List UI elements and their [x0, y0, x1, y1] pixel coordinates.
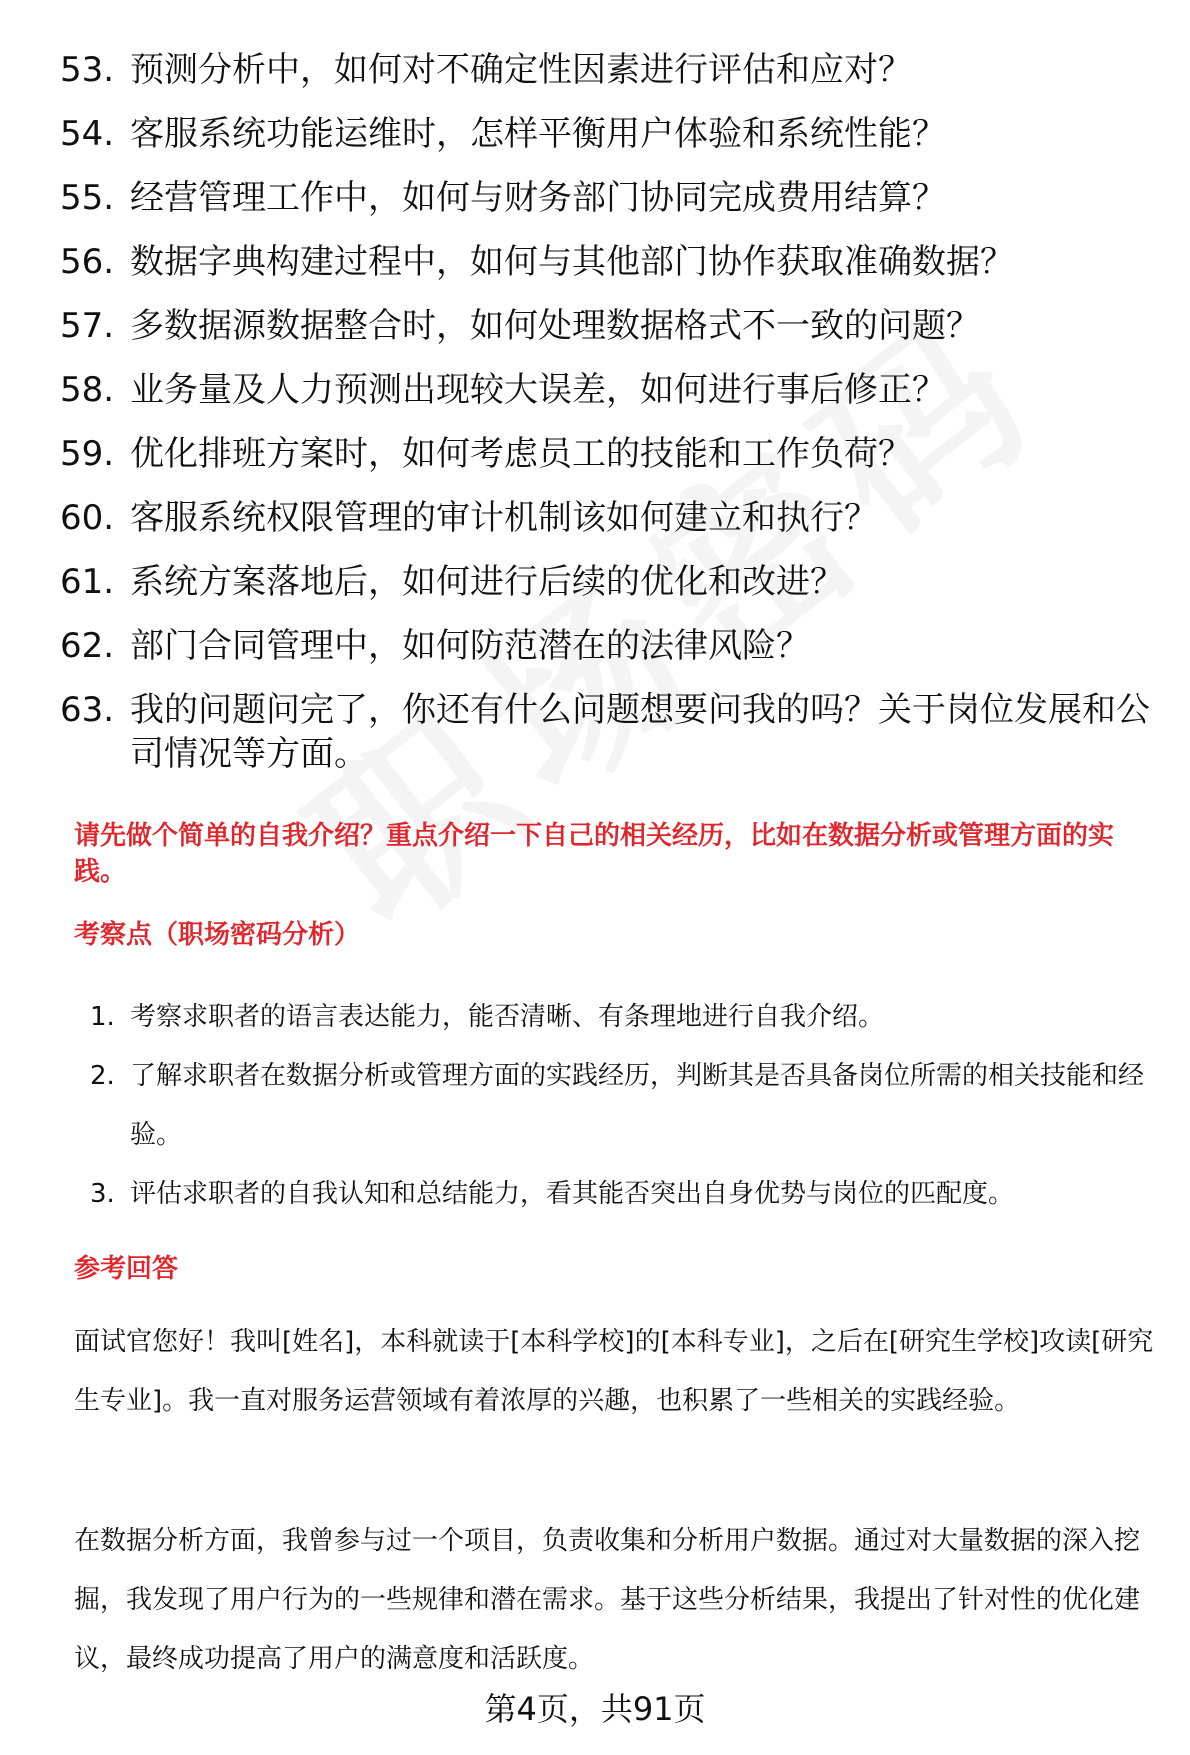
question-number: 60. — [60, 498, 115, 538]
list-item — [60, 688, 1160, 776]
question-text: 优化排班方案时，如何考虑员工的技能和工作负荷？ — [130, 434, 912, 474]
list-item — [60, 560, 1160, 604]
question-number: 54. — [60, 114, 115, 154]
list-item — [60, 624, 1160, 668]
list-item — [90, 1165, 1160, 1224]
point-number: 1. — [90, 1002, 115, 1032]
answer-paragraph-2: 在数据分析方面，我曾参与过一个项目，负责收集和分析用户数据。通过对大量数据的深入挖掘，我发现了用户行为的一些规律和潜在需求。基于这些分析结果，我提出了针对性的优化建议，最终成功提高了用户的满意度和活跃度。 — [74, 1526, 1141, 1674]
answer-heading: 参考回答 — [74, 1254, 179, 1284]
question-number: 55. — [60, 178, 115, 218]
point-number: 2. — [90, 1061, 115, 1091]
list-item — [60, 48, 1160, 92]
list-item — [60, 304, 1160, 348]
point-text: 评估求职者的自我认知和总结能力，看其能否突出自身优势与岗位的匹配度。 — [130, 1179, 1015, 1209]
question-number: 58. — [60, 370, 115, 410]
answer-paragraph-1: 面试官您好！我叫[姓名]，本科就读于[本科学校]的[本科专业]，之后在[研究生学校]攻读[研究生专业]。我一直对服务运营领域有着浓厚的兴趣，也积累了一些相关的实践经验。 — [74, 1327, 1154, 1416]
question-text: 业务量及人力预测出现较大误差，如何进行事后修正？ — [130, 370, 946, 410]
point-text: 考察求职者的语言表达能力，能否清晰、有条理地进行自我介绍。 — [130, 1002, 885, 1032]
question-number: 61. — [60, 562, 115, 602]
list-item — [60, 112, 1160, 156]
list-item — [60, 240, 1160, 284]
list-item — [60, 432, 1160, 476]
question-text: 多数据源数据整合时，如何处理数据格式不一致的问题？ — [130, 306, 980, 346]
list-item — [60, 496, 1160, 540]
question-text: 数据字典构建过程中，如何与其他部门协作获取准确数据？ — [130, 242, 1014, 282]
question-text: 我的问题问完了，你还有什么问题想要问我的吗？关于岗位发展和公司情况等方面。 — [130, 690, 1150, 774]
question-number: 59. — [60, 434, 115, 474]
point-number: 3. — [90, 1179, 115, 1209]
list-item — [90, 1047, 1160, 1165]
page-footer: 第4页，共91页 — [484, 1690, 706, 1728]
question-number: 53. — [60, 50, 115, 90]
list-item — [60, 176, 1160, 220]
question-number: 56. — [60, 242, 115, 282]
list-item — [60, 368, 1160, 412]
question-number: 57. — [60, 306, 115, 346]
list-item — [90, 988, 1160, 1047]
question-number: 62. — [60, 626, 115, 666]
exam-point-list — [90, 988, 1160, 1224]
question-text: 客服系统权限管理的审计机制该如何建立和执行？ — [130, 498, 878, 538]
section-question: 请先做个简单的自我介绍？重点介绍一下自己的相关经历，比如在数据分析或管理方面的实践。 — [74, 821, 1115, 887]
question-text: 客服系统功能运维时，怎样平衡用户体验和系统性能？ — [130, 114, 946, 154]
question-text: 部门合同管理中，如何防范潜在的法律风险？ — [130, 626, 810, 666]
question-text: 经营管理工作中，如何与财务部门协同完成费用结算？ — [130, 178, 946, 218]
question-text: 系统方案落地后，如何进行后续的优化和改进？ — [130, 562, 844, 602]
question-list — [60, 48, 1160, 796]
exam-heading: 考察点（职场密码分析） — [74, 920, 361, 950]
question-number: 63. — [60, 690, 115, 730]
question-text: 预测分析中，如何对不确定性因素进行评估和应对？ — [130, 50, 912, 90]
point-text: 了解求职者在数据分析或管理方面的实践经历，判断其是否具备岗位所需的相关技能和经验。 — [130, 1061, 1145, 1150]
